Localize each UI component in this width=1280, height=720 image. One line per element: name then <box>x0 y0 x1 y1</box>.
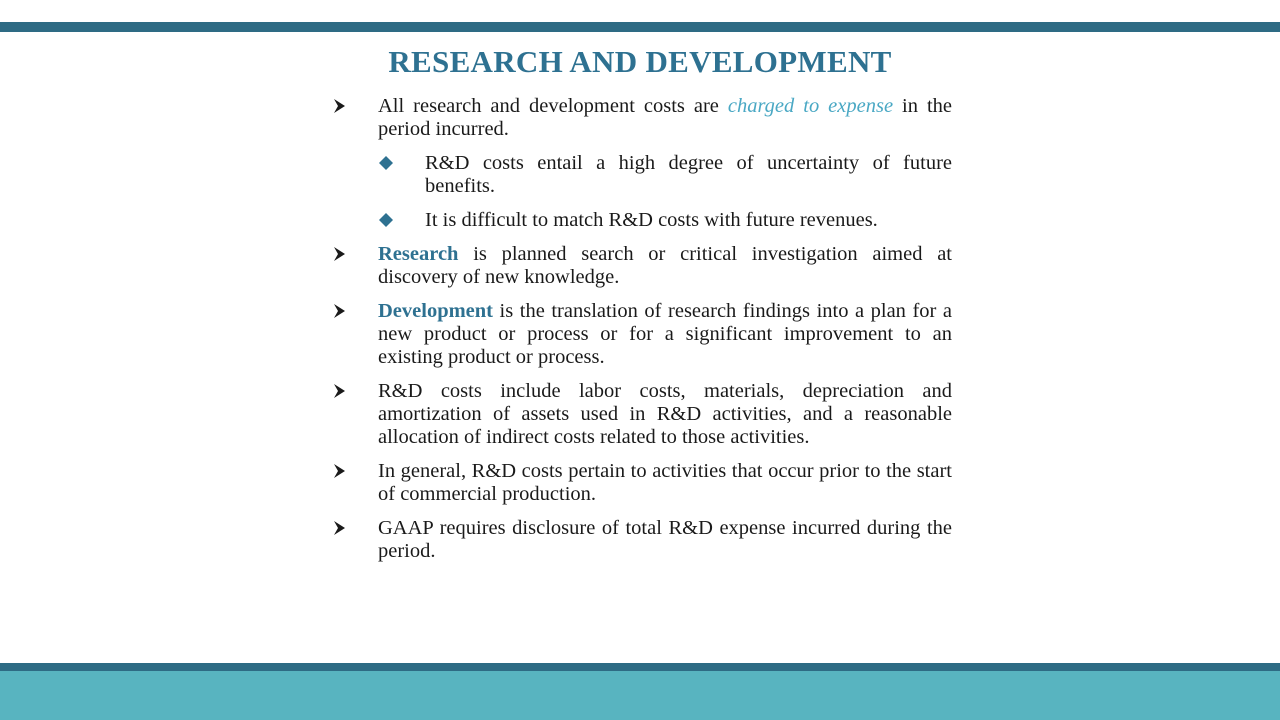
bottom-accent-band <box>0 663 1280 720</box>
diamond-bullet-icon <box>379 213 393 227</box>
arrowhead-bullet-icon <box>332 518 346 538</box>
sub-bullet-text: R&D costs entail a high degree of uncertainty of future benefits. <box>425 152 952 197</box>
term-development: Development <box>378 300 494 322</box>
bullet-item <box>332 380 952 449</box>
bullet-item <box>332 300 952 369</box>
bullet-text: All research and development costs are <box>378 95 728 117</box>
arrowhead-bullet-icon <box>332 381 346 401</box>
sub-bullet-item <box>332 209 952 232</box>
bullet-text: In general, R&D costs pertain to activities that occur prior to the start of commercial production. <box>378 460 952 505</box>
term-research: Research <box>378 243 459 265</box>
arrowhead-bullet-icon <box>332 244 346 264</box>
bullet-text: R&D costs include labor costs, materials, depreciation and amortization of assets used in R&D activities, and a reasonable allocation of indirect costs related to those activities. <box>378 380 952 448</box>
bullet-item <box>332 460 952 506</box>
bullet-text: is the translation of research findings into a plan for a new product or process or for a significant improvement to an existing product or process. <box>378 300 952 368</box>
diamond-bullet-icon <box>379 156 393 170</box>
bullet-text: is planned search or critical investigation aimed at discovery of new knowledge. <box>378 243 952 288</box>
sub-bullet-text: It is difficult to match R&D costs with future revenues. <box>425 209 878 231</box>
arrowhead-bullet-icon <box>332 96 346 116</box>
bullet-item <box>332 243 952 289</box>
slide-title: RESEARCH AND DEVELOPMENT <box>388 44 892 79</box>
slide-content <box>332 95 952 574</box>
top-accent-bar <box>0 22 1280 32</box>
emphasis-text: charged to expense <box>727 95 894 117</box>
bullet-item <box>332 517 952 563</box>
bullet-text: in the period incurred. <box>378 95 953 140</box>
bullet-item <box>332 95 952 141</box>
arrowhead-bullet-icon <box>332 301 346 321</box>
arrowhead-bullet-icon <box>332 461 346 481</box>
sub-bullet-item <box>332 152 952 198</box>
bottom-accent-line <box>0 663 1280 671</box>
bullet-text: GAAP requires disclosure of total R&D expense incurred during the period. <box>378 517 952 562</box>
